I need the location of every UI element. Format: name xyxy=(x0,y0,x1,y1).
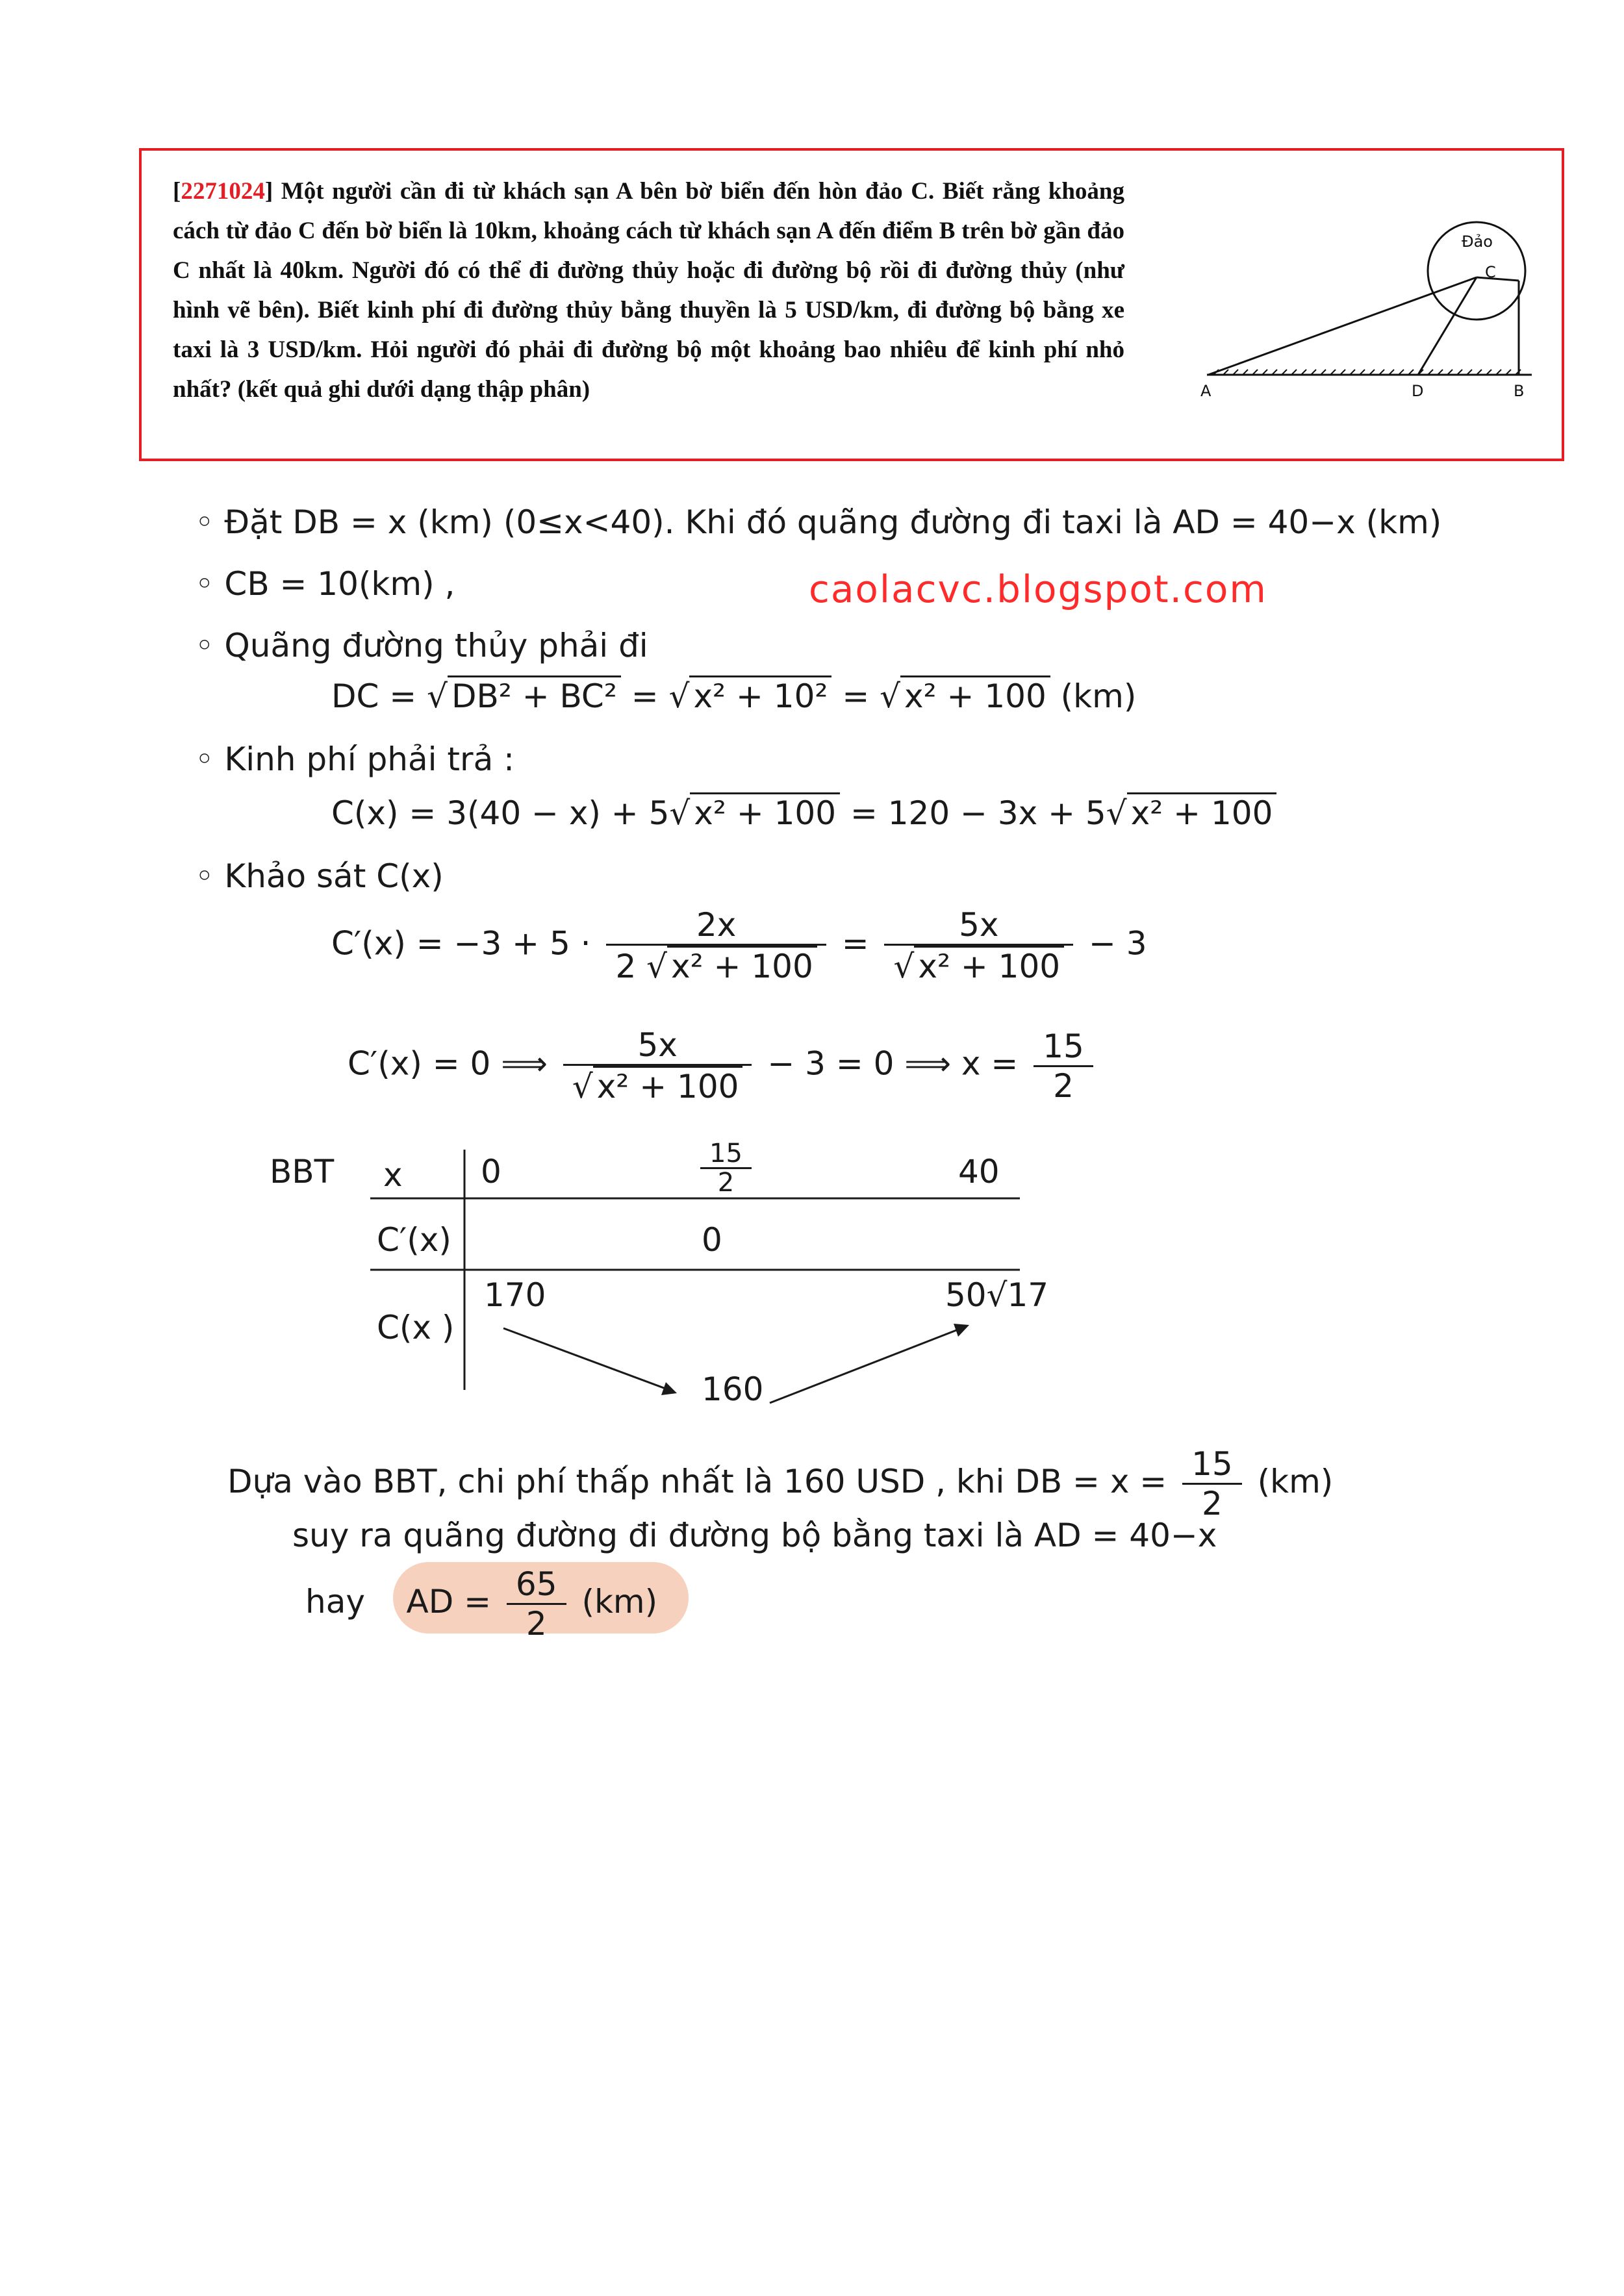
bullet-5: ◦ xyxy=(195,857,214,895)
solution-line-1-text: Đặt DB = x (km) (0≤x<40). Khi đó quãng đường đi taxi là AD = 40−x (km) xyxy=(224,503,1442,541)
bbt-c-start: 170 xyxy=(484,1276,546,1314)
zero-left: C′(x) = 0 ⟹ xyxy=(348,1044,548,1083)
conclusion-ad-label: AD = xyxy=(406,1583,491,1621)
conclusion-line-1 xyxy=(227,1445,1333,1522)
watermark: caolacvc.blogspot.com xyxy=(809,567,1267,611)
conclusion-x-num: 15 xyxy=(1182,1445,1242,1485)
cost-equation: C(x) = 3(40 − x) + 5√ x² + 100 = 120 − 3x + 5√ x² + 100 xyxy=(331,792,1276,832)
bbt-deriv-zero: 0 xyxy=(702,1221,722,1259)
bbt-x-mid-fraction xyxy=(700,1140,752,1196)
bbt-x-mid-num: 15 xyxy=(700,1140,752,1169)
bbt-label: BBT xyxy=(270,1153,335,1191)
problem-text: Một người cần đi từ khách sạn A bên bờ biển đến hòn đảo C. Biết rằng khoảng cách từ đảo C đến bờ biển là 10km, khoảng cách từ khách sạn A đến điểm B trên bờ gần đảo C nhất là 40km. Người đó có thể đi đường thủy hoặc đi đường bộ rồi đi đường thủy (như hình vẽ bên). Biết kinh phí đi đường thủy bằng thuyền là 5 USD/km, đi đường bộ bằng xe taxi là 3 USD/km. Hỏi người đó phải đi đường bộ một khoảng bao nhiêu để kinh phí nhỏ nhất? (kết quả ghi dưới dạng thập phân) xyxy=(173,178,1124,403)
zero-result-den: 2 xyxy=(1053,1066,1074,1105)
cost-eq-sqrt2: x² + 100 xyxy=(1127,792,1277,832)
label-a: A xyxy=(1200,382,1212,400)
bbt-x-mid xyxy=(695,1140,757,1196)
conclusion-ad-den: 2 xyxy=(526,1605,547,1643)
bbt-c-min: 160 xyxy=(702,1370,764,1408)
conclusion-line-1-text: Dựa vào BBT, chi phí thấp nhất là 160 USD , khi DB = x = xyxy=(227,1463,1167,1500)
deriv-num-2: 5x xyxy=(884,906,1073,946)
cost-eq-mid: = 120 − 3x + 5 xyxy=(840,794,1106,832)
deriv-den-1-coef: 2 xyxy=(615,948,637,985)
conclusion-ad-unit: (km) xyxy=(581,1583,658,1621)
conclusion-line-2: suy ra quãng đường đi đường bộ bằng taxi là AD = 40−x xyxy=(292,1517,1217,1554)
solution-line-4-text: Kinh phí phải trả : xyxy=(224,740,514,778)
bbt-arrow-down-head xyxy=(661,1382,677,1395)
conclusion-line-1-unit: (km) xyxy=(1257,1463,1334,1500)
bbt-c-end: 50√17 xyxy=(945,1276,1049,1314)
bullet-2: ◦ xyxy=(195,565,214,603)
problem-id: 2271024 xyxy=(181,178,265,205)
problem-statement: [2271024] Một người cần đi từ khách sạn A bên bờ biển đến hòn đảo C. Biết rằng khoảng cách từ đảo C đến bờ biển là 10km, khoảng cách từ khách sạn A đến điểm B trên bờ gần đảo C nhất là 40km. Người đó có thể đi đường thủy hoặc đi đường bộ rồi đi đường thủy (như hình vẽ bên). Biết kinh phí đi đường thủy bằng thuyền là 5 USD/km, đi đường bộ bằng xe taxi là 3 USD/km. Hỏi người đó phải đi đường bộ một khoảng bao nhiêu để kinh phí nhỏ nhất? (kết quả ghi dưới dạng thập phân) xyxy=(173,178,1124,403)
bbt-x-start: 0 xyxy=(481,1153,501,1191)
bbt-x-end: 40 xyxy=(958,1153,1000,1191)
conclusion-line-3-pre: hay xyxy=(305,1583,365,1621)
solution-line-5-text: Khảo sát C(x) xyxy=(224,857,444,895)
zero-den-sqrt: x² + 100 xyxy=(593,1066,743,1105)
dc-equation: DC = √ DB² + BC² = √ x² + 10² = √ x² + 100 (km) xyxy=(331,675,1136,715)
conclusion-line-3 xyxy=(305,1565,657,1643)
deriv-tail: − 3 xyxy=(1089,924,1147,963)
zero-result-num: 15 xyxy=(1034,1028,1093,1067)
deriv-den-2: √ x² + 100 xyxy=(884,946,1073,985)
dc-eq-mid2: = xyxy=(831,677,880,715)
dc-eq-left: DC = xyxy=(331,677,427,715)
bbt-arrow-down xyxy=(503,1328,669,1390)
conclusion-x-fraction xyxy=(1182,1445,1242,1522)
dc-eq-sqrt3: x² + 100 xyxy=(900,675,1050,715)
bbt-x-mid-den: 2 xyxy=(717,1168,735,1198)
dc-eq-sqrt1: DB² + BC² xyxy=(448,675,621,715)
bbt-arrow-up-head xyxy=(954,1324,969,1337)
zero-den: √ x² + 100 xyxy=(563,1066,752,1105)
deriv-den-1-sqrt: x² + 100 xyxy=(667,946,817,985)
solution-line-3-text: Quãng đường thủy phải đi xyxy=(224,627,648,664)
bullet-4: ◦ xyxy=(195,740,214,778)
label-c: C xyxy=(1485,263,1496,281)
zero-mid: − 3 = 0 ⟹ x = xyxy=(767,1044,1019,1083)
bbt-row-x-label: x xyxy=(383,1156,403,1194)
dc-eq-sqrt2: x² + 10² xyxy=(689,675,831,715)
bbt-row-deriv-label: C′(x) xyxy=(377,1221,451,1259)
bbt-row-func-label: C(x ) xyxy=(377,1309,455,1346)
label-island: Đảo xyxy=(1462,233,1493,251)
bbt-arrow-up xyxy=(770,1328,961,1403)
dc-eq-mid: = xyxy=(620,677,669,715)
solution-line-2-text: CB = 10(km) , xyxy=(224,565,455,603)
deriv-left: C′(x) = −3 + 5 · xyxy=(331,924,591,963)
label-d: D xyxy=(1412,382,1424,400)
conclusion-ad-fraction xyxy=(507,1565,566,1643)
cost-eq-left: C(x) = 3(40 − x) + 5 xyxy=(331,794,670,832)
dc-eq-unit: (km) xyxy=(1050,677,1137,715)
zero-num: 5x xyxy=(563,1026,752,1066)
deriv-den-1: 2 √ x² + 100 xyxy=(606,946,826,985)
deriv-num-1: 2x xyxy=(606,906,826,946)
cost-eq-sqrt: x² + 100 xyxy=(690,792,840,832)
conclusion-x-den: 2 xyxy=(1202,1485,1223,1522)
bullet-1: ◦ xyxy=(195,503,214,541)
deriv-eq: = xyxy=(841,924,880,963)
conclusion-ad-num: 65 xyxy=(507,1565,566,1605)
bullet-3: ◦ xyxy=(195,627,214,664)
deriv-den-2-sqrt: x² + 100 xyxy=(914,946,1064,985)
label-b: B xyxy=(1514,382,1525,400)
